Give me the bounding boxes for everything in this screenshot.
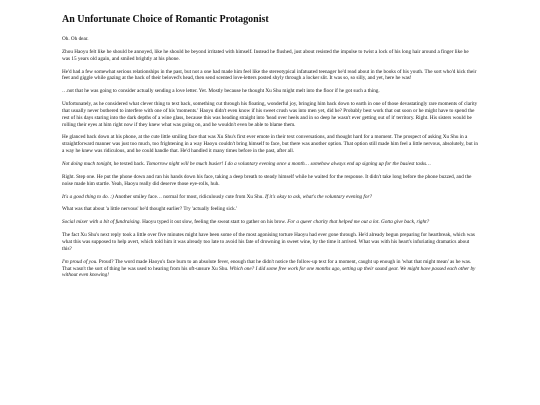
text-run: What was that about 'a little nervous' he'd thought earlier? Try 'actually feeling sick.': [62, 206, 237, 213]
italic-text-run: Tomorrow night will be much busier! I do a voluntary evening once a month… somehow always end up signing up for the busiest tasks…: [146, 160, 431, 167]
paragraph: [62, 49, 478, 63]
text-run: Oh. Oh dear.: [62, 36, 89, 42]
paragraph: [62, 161, 478, 168]
italic-text-run: If it's okay to ask, what's the voluntary evening for?: [264, 193, 373, 200]
italic-text-run: For a queer charity that helped me out a lot. Gotta give back, right?: [287, 219, 430, 226]
paragraph: [62, 206, 478, 213]
text-run: Haoyu typed it out slow, feeling the sweat start to gather on his brow.: [140, 219, 288, 226]
italic-text-run: Not doing much tonight,: [62, 160, 113, 167]
paragraph: [62, 232, 478, 252]
text-run: Zhou Haoyu felt like he should be annoyed, like he should be beyond irritated with himself. Instead he flushed, just about resisted the impulse to twist a lock of his long hair around a finger like he was 15 years old again, and smiled brightly at his phone.: [62, 48, 469, 62]
italic-text-run: Which one? I did some free work for one months ago, setting up their sound gear. We might have passed each other by without even knowing!: [62, 265, 476, 279]
paragraph: [62, 174, 478, 188]
paragraph: [62, 88, 478, 95]
italic-text-run: It's a good thing to do. :): [62, 193, 114, 200]
text-run: He'd had a few somewhat serious relationships in the past, but not a one had made him feel like the stereotypical infatuated teenager he'd read about in the books of his youth. The sort who'd kick their feet and giggle while gazing at the back of their beloved's head, then send scented love-letters posted shyly through a locker slit. It was so, so silly, and yet, here he was!: [62, 68, 477, 82]
paragraph: [62, 36, 478, 43]
text-run: …not that he was going to consider actually sending a love letter. Yet. Mostly because he thought Xu Shu might melt into the floor if he got such a thing.: [62, 88, 380, 95]
italic-text-run: Social mixer with a bit of fundraising.: [62, 219, 141, 226]
text-run: he texted back.: [112, 160, 147, 167]
italic-text-run: I'm proud of you.: [62, 258, 98, 265]
text-run: Unfortunately, as he considered what clever thing to text back, something cut through his floating, wonderful joy, bringing him back down to earth in one of those devastatingly rare moments of clarity that usually never bothered to interfere with one of his 'moments.' Haoyu didn't even know if his sweet crush was into men yet, did he? Probably best work that out soon or he might have to spend the rest of his days staring into the dark depths of a wine glass, because this was heading straight into 'head over heels and in so deep he wasn't ever getting out of it' territory. Right. His sisters would be rolling their eyes at him right now if they knew what was going on, and he wouldn't even be able to blame them.: [62, 101, 478, 128]
document-title: An Unfortunate Choice of Romantic Protagonist: [62, 14, 269, 25]
document-body: [62, 36, 478, 279]
paragraph: [62, 194, 478, 201]
text-run: The fact Xu Shu's next reply took a little over five minutes might have been some of the most agonising torture Haoyu had ever gone through. He'd already begun preparing for heartbreak, which was what this was supposed to help avert, which told him it was already too late to avoid his fate of drowning in sweet wine, by the time it arrived. What was with his heart's infuriating dramatics about this?: [62, 232, 475, 252]
paragraph: [62, 219, 478, 226]
text-run: He glanced back down at his phone, at the cute little smiling face that was Xu Shu's first ever emote in their text conversations, and thought hard for a moment. The prospect of asking Xu Shu in a straightforward manner was just too much, too frightening in a way Haoyu couldn't bring himself to face, but there was another option. That option still made him feel a little nervous, absolutely, but in a way he knew was ridiculous, and he could handle that. He'd handled it many times before in the past, after all.: [62, 134, 478, 154]
text-run: Proud? The word made Haoyu's face burn to an absolute fever, enough that he didn't notice the follow-up text for a moment, caught up enough in 'what that might mean' as he was. That wasn't the sort of thing he was used to hearing from his oft-unsure Xu Shu.: [62, 258, 472, 272]
paragraph: [62, 101, 478, 128]
text-run: Another smiley face… normal for most, ridiculously cute from Xu Shu.: [113, 193, 265, 200]
paragraph: [62, 69, 478, 83]
paragraph: [62, 134, 478, 154]
paragraph: [62, 259, 478, 279]
text-run: Right. Step one. He put the phone down and ran his hands down his face, taking a deep breath to steady himself while he waited for the response. It didn't take long before the phone buzzed, and the noise made him startle. Yeah, Haoyu really did deserve those eye-rolls, huh.: [62, 173, 472, 187]
